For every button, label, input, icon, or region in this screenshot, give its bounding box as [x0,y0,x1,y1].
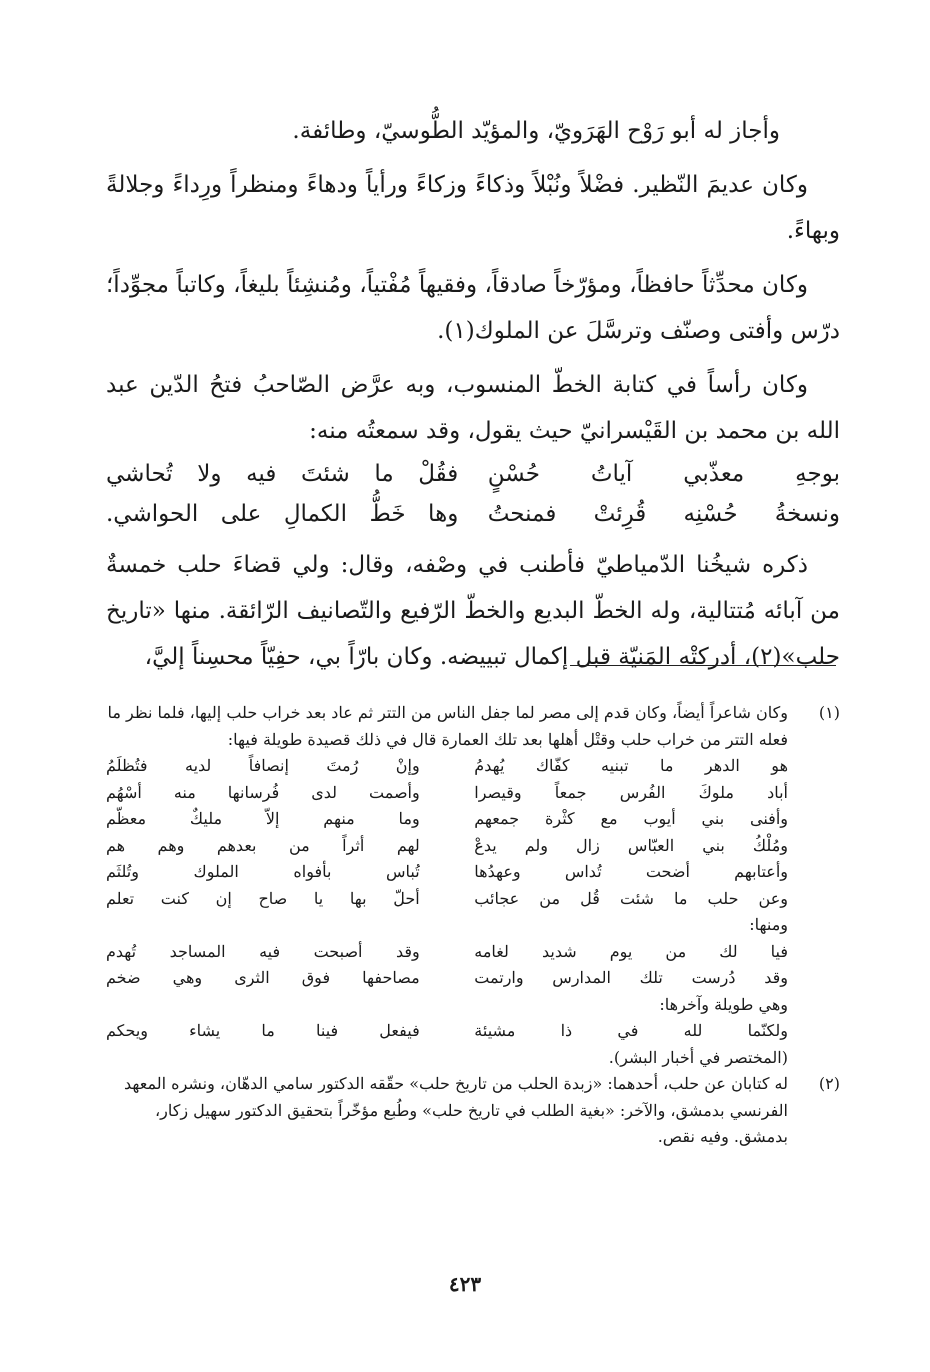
hemistich-first: فيا لك من يوم شديد لغامه [474,941,788,961]
hemistich-second: فقُلْ ما شئتَ فيه ولا تُحاشي [106,461,459,487]
footnote-source: (المختصر في أخبار البشر). [608,1047,788,1067]
hemistich-first: وأعتابهم أضحت تُداس وعهدُها [474,862,788,881]
footnote-verses [106,753,788,1045]
main-text [106,108,840,688]
paragraph: وكان محدِّثاً حافظاً، ومؤرّخاً صادقاً، وفقيهاً مُفْتياً، ومُنشِئاً بليغاً، وكاتباً مجوِّداً؛ درّس وأفتى وصنّف وترسَّلَ عن الملوك(١). [106,272,840,344]
hemistich-second: مصاحفها فوق الثرى وهي ضخم [106,968,420,987]
hemistich-first: بوجهِ معذّبي آياتُ حُسْنٍ [487,461,840,487]
paragraph: وأجاز له أبو رَوْح الهَرَويّ، والمؤيّد الطُّوسيّ، وطائفة. [292,118,780,144]
hemistich-first: وعن حلب ما شئت قُل من عجائب [474,888,788,908]
footnote-2 [106,1071,840,1151]
poem-verse [106,454,840,494]
paragraph: وكان عديمَ النّظير. فضْلاً ونُبْلاً وذكاءً وزكاءً ورأياً ودهاءً ومنظراً ورِداءً وجلالةً وبهاءً. [106,172,840,244]
hemistich-second: وإنْ رُمتَ إنصافاً لديه فتُظلَمُ [106,756,420,775]
verse [106,939,788,966]
paragraph: وكان رأساً في كتابة الخطّ المنسوب، وبه عرَّض الصّاحبُ فتحُ الدّين عبد الله بن محمد بن القَيْسرانيّ حيث يقول، وقد سمعتُه منه: [106,372,840,444]
hemistich-second: وأصمت لدى فُرسانها منه أسْهُم [106,782,420,802]
hemistich-second: وها خَطُّ الكمالِ على الحواشي. [106,501,459,527]
footnotes [106,700,840,1151]
hemistich-first: ونسخةُ حُسْنِه قُرِئتْ فمنحتُ [487,501,840,527]
hemistich-second: وما منهم إلاّ مليكٌ معظّم [106,809,420,828]
hemistich-first: وأفنى بني أيوب مع كثْرة جمعهم [474,809,788,828]
poem [106,454,840,534]
footnote-text: له كتابان عن حلب، أحدهما: «زبدة الحلب من تاريخ حلب» حقّقه الدكتور سامي الدهّان، ونشره المعهد الفرنسي بدمشق، والآخر: «بغية الطلب في تاريخ حلب» وطُبع مؤخّراً بتحقيق الدكتور سهيل زكار، بدمشق. وفيه نقص. [124,1074,788,1146]
hemistich-second: أحلّ بها يا صاح إن كنت تعلم [106,888,420,908]
footnote-label: ومنها: [749,915,788,934]
footnote-label: وهي طويلة وآخرها: [659,994,788,1014]
verse [106,886,788,913]
hemistich-second: وقد أصبحت فيه المساجد تُهدم [106,941,420,961]
verse [106,833,788,860]
hemistich-first: وقد دُرست تلك المدارس وارتمت [474,968,788,987]
verse [106,780,788,807]
footnote-number: (١) [818,703,840,722]
verse [106,859,788,886]
footnote-number: (٢) [818,1074,840,1093]
verse [106,965,788,992]
verse [106,1018,788,1045]
verse [106,753,788,780]
hemistich-first: أباد ملوكَ الفُرس جمعاً وقيصرا [474,782,788,802]
poem-verse [106,494,840,534]
hemistich-second: تُباس بأفواه الملوك وتُلثَم [106,862,420,881]
page-number: ٤٢٣ [448,1272,482,1296]
hemistich-first: هو الدهر ما تبنيه كفّاك يُهدمُ [474,756,788,775]
footnote-intro: وكان شاعراً أيضاً، وكان قدم إلى مصر لما جفل الناس من التتر ثم عاد بعد خراب حلب إليها، فلما نظر ما فعله التتر من خراب حلب وقتْل أهلها بعد تلك العمارة قال في ذلك قصيدة طويلة فيها: [107,703,788,749]
hemistich-second: لهم أثراً من بعدهم وهم هم [106,835,420,855]
hemistich-second: فيفعل فينا ما يشاء ويحكم [106,1021,420,1040]
verse [106,806,788,833]
hemistich-first: ومُلْكُ بني العبّاس زال ولم يدعْ [474,835,788,855]
paragraph: ذكره شيخُنا الدّمياطيّ فأطنب في وصْفه، وقال: ولي قضاءَ حلب خمسةٌ من آبائه مُتتالية، وله الخطّ البديع والخطّ الرّفيع والتّصانيف الرّائقة. منها «تاريخ حلب»(٢)، أدركتْه المَنيّة قبل إكمال تبييضه. وكان بارّاً بي، حفِيّاً محسِناً إليَّ، [106,552,840,670]
footnote-1 [106,700,840,1071]
footnote-separator [570,665,836,666]
hemistich-first: ولكنّما لله في ذا مشيئة [474,1021,788,1040]
